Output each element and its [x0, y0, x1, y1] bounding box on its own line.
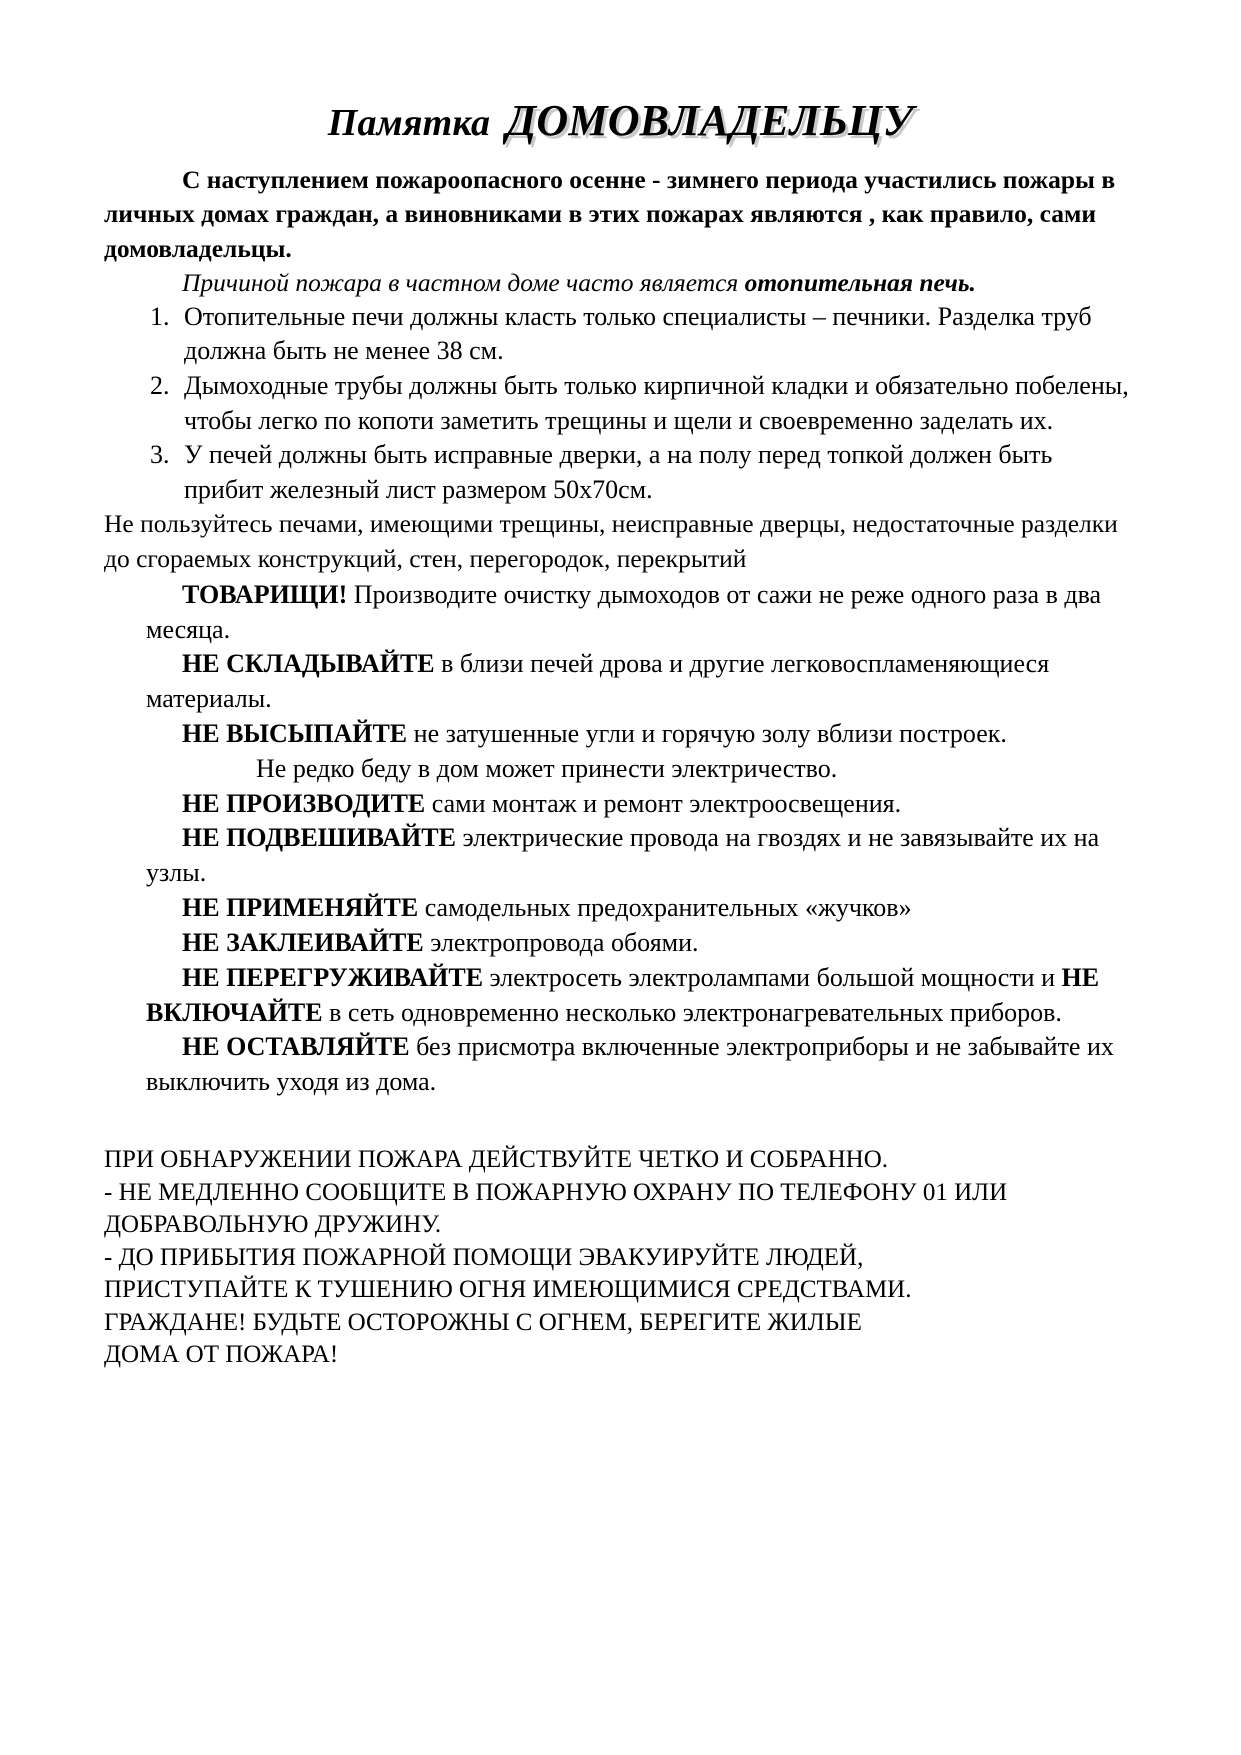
- advice-do-not-install: [146, 787, 1137, 822]
- advice-rest: Производите очистку дымоходов от сажи не реже одного раза в два месяца.: [146, 579, 1102, 644]
- footer-line: ДОМА ОТ ПОЖАРА!: [104, 1341, 339, 1369]
- advice-do-not-hang: [146, 821, 1137, 891]
- advice-lead: НЕ ПРОИЗВОДИТЕ: [182, 788, 426, 818]
- advice-do-not-dump: [146, 717, 1137, 752]
- footer-line: ПРИСТУПАЙТЕ К ТУШЕНИЮ ОГНЯ ИМЕЮЩИМИСЯ СРЕДСТВАМИ.: [104, 1276, 912, 1304]
- advice-lead: ТОВАРИЩИ!: [182, 579, 348, 609]
- advice-rest: электропровода обоями.: [423, 927, 699, 957]
- advice-do-not-use-fuses: [146, 891, 1137, 926]
- cause-text: Причиной пожара в частном доме часто является: [182, 267, 745, 297]
- list-item: 3. У печей должны быть исправные дверки, а на полу перед топкой должен быть прибит железный лист размером 50х70см.: [176, 438, 1137, 507]
- page-title-part1: Памятка: [327, 102, 491, 144]
- electricity-intro: Не редко беду в дом может принести электричество.: [256, 753, 838, 783]
- stove-rules-list: [104, 300, 1137, 507]
- cause-paragraph: [104, 266, 1137, 300]
- advice-rest: без присмотра включенные электроприборы и не забывайте их выключить уходя из дома.: [146, 1032, 1114, 1097]
- advice-lead: НЕ ВЫСЫПАЙТЕ: [182, 718, 408, 748]
- emergency-instructions-block: [104, 1144, 1137, 1372]
- footer-line: ГРАЖДАНЕ! БУДЬТЕ ОСТОРОЖНЫ С ОГНЕМ, БЕРЕГИТЕ ЖИЛЫЕ: [104, 1308, 862, 1336]
- footer-line: - НЕ МЕДЛЕННО СООБЩИТЕ В ПОЖАРНУЮ ОХРАНУ ПО ТЕЛЕФОНУ 01 ИЛИ: [104, 1178, 1008, 1206]
- no-use-paragraph: Не пользуйтесь печами, имеющими трещины, неисправные дверцы, недостаточные разделки до сгораемых конструкций, стен, перегородок, перекрытий: [104, 509, 1118, 573]
- footer-line: ДОБРАВОЛЬНУЮ ДРУЖИНУ.: [104, 1211, 442, 1239]
- advice-lead: НЕ ПЕРЕГРУЖИВАЙТЕ: [182, 962, 484, 992]
- advice-rest: в сеть одновременно несколько электронагревательных приборов.: [322, 997, 1062, 1027]
- list-item: 1. Отопительные печи должны класть только специалисты – печники. Разделка труб должна быть не менее 38 см.: [176, 300, 1137, 369]
- footer-line: ПРИ ОБНАРУЖЕНИИ ПОЖАРА ДЕЙСТВУЙТЕ ЧЕТКО И СОБРАННО.: [104, 1146, 889, 1174]
- footer-line: - ДО ПРИБЫТИЯ ПОЖАРНОЙ ПОМОЩИ ЭВАКУИРУЙТЕ ЛЮДЕЙ,: [104, 1243, 864, 1271]
- advice-rest: самодельных предохранительных «жучков»: [418, 893, 912, 923]
- advice-do-not-overload: [146, 961, 1137, 1031]
- advice-lead-secondary: НЕ ВКЛЮЧАЙТЕ: [146, 962, 1100, 1027]
- advice-rest: в близи печей дрова и другие легковоспламеняющиеся материалы.: [146, 649, 1050, 714]
- advice-do-not-paper-over: [146, 926, 1137, 961]
- page-title-part2: ДОМОВЛАДЕЛЬЦУ: [506, 96, 914, 145]
- cause-emphasis: отопительная печь.: [744, 267, 976, 297]
- advice-rest: электрические провода на гвоздях и не завязывайте их на узлы.: [146, 823, 1100, 888]
- advice-lead: НЕ ПОДВЕШИВАЙТЕ: [182, 823, 456, 853]
- advice-do-not-leave: [146, 1030, 1137, 1100]
- advice-mid: электросеть электролампами большой мощности и: [483, 962, 1062, 992]
- page-title: [104, 96, 1137, 145]
- advice-lead: НЕ ПРИМЕНЯЙТЕ: [182, 893, 419, 923]
- advice-rest: не затушенные угли и горячую золу вблизи построек.: [407, 718, 1007, 748]
- advice-rest: сами монтаж и ремонт электроосвещения.: [425, 788, 902, 818]
- advice-lead: НЕ ОСТАВЛЯЙТЕ: [182, 1032, 410, 1062]
- advice-comrades: [146, 578, 1137, 648]
- stove-advice-block: [104, 578, 1137, 1100]
- advice-lead: НЕ ЗАКЛЕИВАЙТЕ: [182, 927, 424, 957]
- list-item: 2. Дымоходные трубы должны быть только кирпичной кладки и обязательно побелены, чтобы легко по копоти заметить трещины и щели и своевременно заделать их.: [176, 369, 1137, 438]
- advice-do-not-stack: [146, 647, 1137, 717]
- intro-paragraph: С наступлением пожароопасного осенне - зимнего периода участились пожары в личных домах граждан, а виновниками в этих пожарах являются , как правило, сами домовладельцы.: [104, 165, 1116, 263]
- advice-lead: НЕ СКЛАДЫВАЙТЕ: [182, 649, 435, 679]
